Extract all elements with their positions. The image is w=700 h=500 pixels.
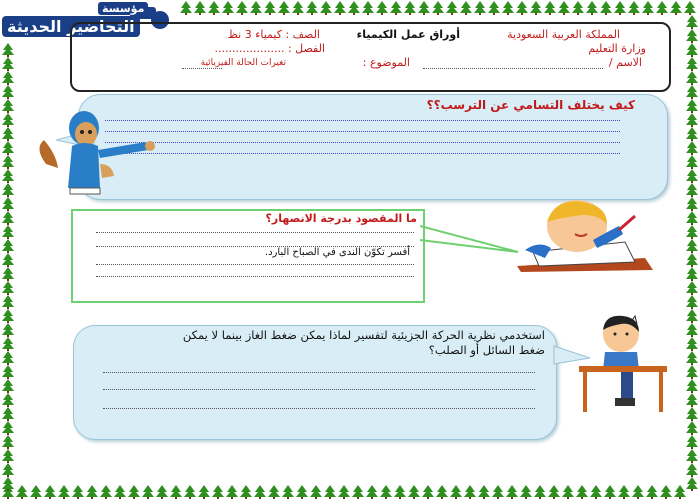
q2-box-tail (420, 222, 520, 262)
tree-icon (212, 485, 224, 499)
header-title: أوراق عمل الكيمياء (356, 28, 460, 41)
pointing-character-illustration (26, 104, 156, 196)
tree-icon (478, 485, 490, 499)
tree-icon (2, 239, 14, 253)
tree-icon (2, 323, 14, 337)
q1-line-3 (105, 142, 620, 143)
tree-icon (604, 485, 616, 499)
tree-icon (2, 351, 14, 365)
q1-line-4 (105, 153, 620, 154)
tree-icon (2, 477, 14, 491)
tree-icon (2, 253, 14, 267)
tree-icon (686, 379, 698, 393)
tree-icon (656, 1, 668, 15)
tree-icon (686, 141, 698, 155)
tree-icon (2, 99, 14, 113)
tree-icon (686, 365, 698, 379)
tree-icon (686, 351, 698, 365)
tree-icon (2, 281, 14, 295)
tree-icon (2, 155, 14, 169)
tree-icon (686, 281, 698, 295)
tree-icon (464, 485, 476, 499)
tree-icon (2, 393, 14, 407)
tree-icon (180, 1, 192, 15)
tree-icon (686, 253, 698, 267)
tree-icon (686, 99, 698, 113)
tree-icon (86, 485, 98, 499)
tree-icon (2, 127, 14, 141)
tree-icon (686, 421, 698, 435)
tree-icon (394, 485, 406, 499)
tree-icon (156, 485, 168, 499)
tree-icon (686, 211, 698, 225)
tree-icon (2, 379, 14, 393)
tree-icon (436, 485, 448, 499)
tree-icon (114, 485, 126, 499)
tree-icon (236, 1, 248, 15)
header-subject-value: تغيرات الحالة الفيزيائية (200, 58, 286, 68)
tree-icon (310, 485, 322, 499)
tree-icon (404, 1, 416, 15)
tree-icon (2, 71, 14, 85)
q2-prompt: أفسر تكوّن الندى في الصباح البارد. (264, 247, 410, 258)
q3-line-3 (103, 408, 535, 409)
tree-icon (642, 1, 654, 15)
q2-line-3 (96, 264, 414, 265)
tree-icon (686, 29, 698, 43)
tree-icon (2, 435, 14, 449)
writing-boy-illustration (515, 196, 655, 276)
tree-icon (686, 337, 698, 351)
tree-icon (2, 365, 14, 379)
tree-icon (226, 485, 238, 499)
tree-icon (16, 485, 28, 499)
header-section: الفصل : .................... (214, 42, 325, 55)
tree-icon (170, 485, 182, 499)
tree-icon (572, 1, 584, 15)
tree-icon (306, 1, 318, 15)
header-country: المملكة العربية السعودية (507, 28, 620, 41)
tree-icon (2, 337, 14, 351)
q1-line-1 (105, 120, 620, 121)
tree-icon (686, 309, 698, 323)
tree-icon (686, 127, 698, 141)
header-ministry: وزارة التعليم (588, 42, 646, 55)
tree-icon (686, 477, 698, 491)
tree-icon (600, 1, 612, 15)
tree-icon (488, 1, 500, 15)
tree-icon (198, 485, 210, 499)
tree-icon (376, 1, 388, 15)
header-subject-label: الموضوع : (362, 56, 410, 69)
tree-icon (558, 1, 570, 15)
tree-icon (686, 295, 698, 309)
tree-icon (686, 267, 698, 281)
tree-icon (590, 485, 602, 499)
tree-icon (128, 485, 140, 499)
tree-icon (2, 421, 14, 435)
tree-icon (686, 169, 698, 183)
tree-icon (686, 71, 698, 85)
tree-icon (338, 485, 350, 499)
tree-icon (362, 1, 374, 15)
tree-icon (628, 1, 640, 15)
q3-line-2 (103, 389, 535, 390)
tree-icon (208, 1, 220, 15)
tree-icon (348, 1, 360, 15)
tree-icon (684, 1, 696, 15)
tree-icon (240, 485, 252, 499)
tree-icon (686, 43, 698, 57)
tree-icon (474, 1, 486, 15)
tree-icon (422, 485, 434, 499)
tree-icon (576, 485, 588, 499)
tree-icon (686, 435, 698, 449)
q3-text: استخدمي نظرية الحركة الجزيئية لتفسير لماذا يمكن ضغط الغاز بينما لا يمكن ضغط السائل أو الصلب؟ (182, 328, 545, 357)
tree-icon (520, 485, 532, 499)
tree-icon (2, 267, 14, 281)
tree-icon (296, 485, 308, 499)
tree-icon (282, 485, 294, 499)
tree-icon (646, 485, 658, 499)
tree-icon (618, 485, 630, 499)
tree-icon (2, 295, 14, 309)
tree-icon (686, 323, 698, 337)
tree-icon (268, 485, 280, 499)
tree-icon (278, 1, 290, 15)
q1-text: كيف يختلف التسامي عن الترسب؟؟ (426, 98, 635, 112)
tree-icon (2, 141, 14, 155)
tree-icon (194, 1, 206, 15)
tree-icon (686, 113, 698, 127)
tree-icon (2, 225, 14, 239)
q2-title: ما المقصود بدرجة الانصهار؟ (265, 212, 417, 225)
tree-icon (686, 183, 698, 197)
tree-icon (674, 485, 686, 499)
tree-icon (254, 485, 266, 499)
q3-line-1 (103, 372, 535, 373)
tree-icon (2, 407, 14, 421)
tree-icon (450, 485, 462, 499)
tree-icon (2, 183, 14, 197)
tree-icon (334, 1, 346, 15)
tree-icon (686, 15, 698, 29)
tree-icon (686, 393, 698, 407)
tree-icon (686, 57, 698, 71)
tree-icon (686, 449, 698, 463)
tree-icon (586, 1, 598, 15)
tree-icon (2, 197, 14, 211)
tree-icon (446, 1, 458, 15)
tree-icon (100, 485, 112, 499)
tree-icon (2, 169, 14, 183)
tree-icon (548, 485, 560, 499)
tree-icon (686, 197, 698, 211)
header-class: الصف : كيمياء 3 نظ (227, 28, 320, 41)
tree-icon (2, 463, 14, 477)
tree-icon (2, 85, 14, 99)
tree-icon (686, 155, 698, 169)
tree-icon (320, 1, 332, 15)
tree-icon (614, 1, 626, 15)
tree-icon (408, 485, 420, 499)
tree-icon (264, 1, 276, 15)
tree-icon (390, 1, 402, 15)
logo-line2: التحاضير الحديثة (2, 16, 140, 37)
tree-icon (2, 211, 14, 225)
tree-icon (670, 1, 682, 15)
q2-line-1 (96, 232, 414, 233)
tree-icon (686, 463, 698, 477)
tree-icon (184, 485, 196, 499)
tree-icon (432, 1, 444, 15)
tree-icon (530, 1, 542, 15)
header-name-label: الاسم / (608, 56, 642, 69)
tree-icon (562, 485, 574, 499)
tree-icon (686, 85, 698, 99)
tree-icon (686, 407, 698, 421)
tree-icon (2, 113, 14, 127)
tree-icon (492, 485, 504, 499)
tree-icon (58, 485, 70, 499)
tree-icon (686, 225, 698, 239)
tree-icon (72, 485, 84, 499)
thinking-boy-illustration (575, 312, 675, 422)
tree-icon (352, 485, 364, 499)
tree-icon (44, 485, 56, 499)
tree-icon (2, 449, 14, 463)
name-line (423, 68, 603, 69)
tree-icon (292, 1, 304, 15)
q1-line-2 (105, 131, 620, 132)
tree-icon (534, 485, 546, 499)
tree-icon (544, 1, 556, 15)
tree-icon (460, 1, 472, 15)
tree-icon (30, 485, 42, 499)
tree-icon (222, 1, 234, 15)
tree-icon (142, 485, 154, 499)
tree-icon (686, 239, 698, 253)
logo-line1: مؤسسة (98, 2, 148, 15)
tree-icon (2, 57, 14, 71)
tree-icon (632, 485, 644, 499)
tree-icon (324, 485, 336, 499)
tree-icon (506, 485, 518, 499)
q2-line-4 (96, 276, 414, 277)
tree-icon (516, 1, 528, 15)
tree-icon (250, 1, 262, 15)
tree-icon (502, 1, 514, 15)
tree-icon (418, 1, 430, 15)
tree-icon (2, 309, 14, 323)
tree-icon (2, 43, 14, 57)
tree-icon (366, 485, 378, 499)
subject-line (182, 68, 222, 69)
tree-icon (660, 485, 672, 499)
tree-icon (380, 485, 392, 499)
